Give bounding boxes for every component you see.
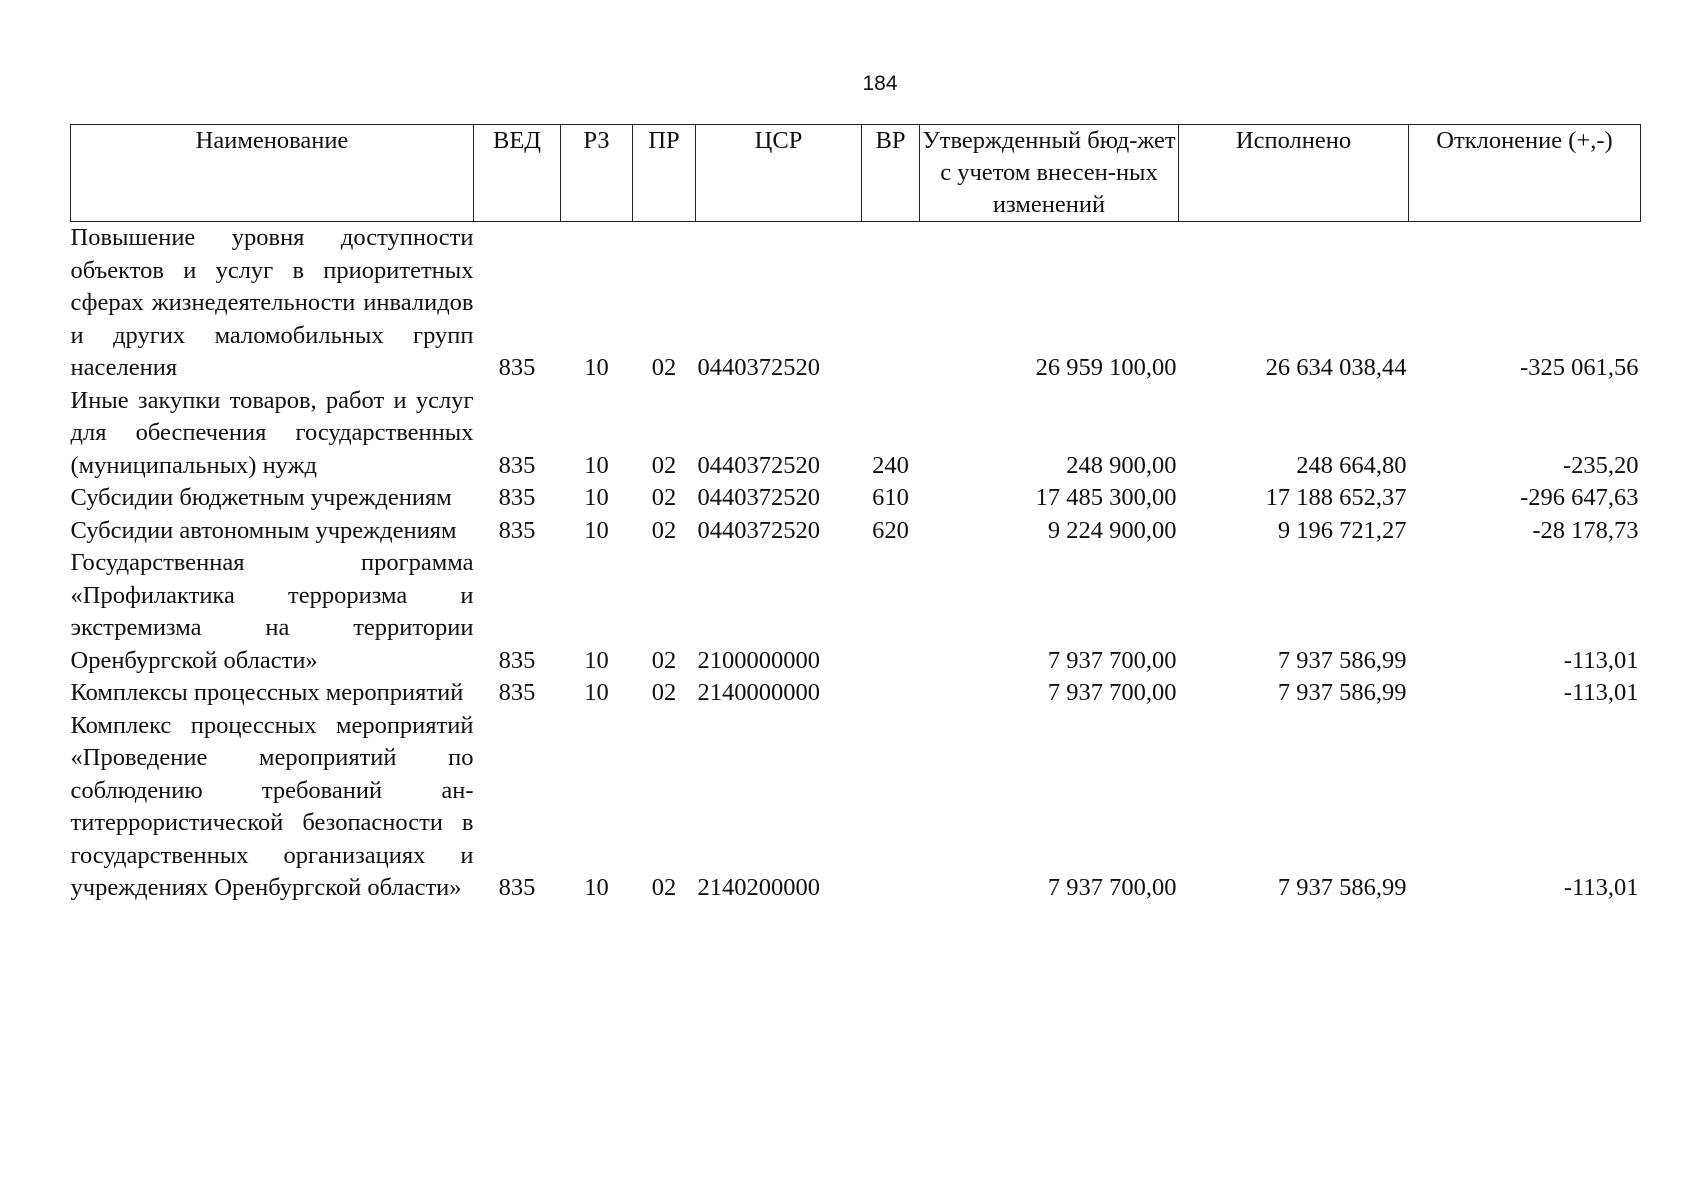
header-deviation: Отклонение (+,-)	[1409, 125, 1641, 222]
row-ved: 835	[498, 679, 536, 706]
table-row	[71, 677, 1641, 710]
header-ved: ВЕД	[474, 125, 561, 222]
row-deviation: -28 178,73	[1532, 516, 1639, 544]
row-ved: 835	[498, 646, 536, 674]
row-pr: 02	[651, 484, 677, 511]
row-csr: 0440372520	[697, 354, 820, 381]
row-csr: 2100000000	[697, 646, 820, 674]
row-rz: 10	[584, 874, 609, 901]
row-csr: 0440372520	[697, 484, 820, 511]
row-budget: 7 937 700,00	[1047, 874, 1177, 901]
table-row	[71, 385, 1641, 483]
row-ved: 835	[498, 516, 536, 544]
table-row	[71, 515, 1641, 548]
header-vr: ВР	[862, 125, 920, 222]
row-csr: 0440372520	[697, 516, 820, 544]
header-rz: РЗ	[561, 125, 633, 222]
row-pr: 02	[651, 354, 677, 381]
row-executed: 9 196 721,27	[1277, 516, 1407, 544]
row-deviation: -113,01	[1563, 679, 1639, 706]
row-vr	[862, 222, 920, 385]
row-name: Повышение уровня доступности объектов и услуг в приоритетных сферах жизнедеятельности инвалидов и других маломобильных групп населения	[70, 224, 474, 381]
row-csr: 0440372520	[697, 451, 820, 479]
row-deviation: -325 061,56	[1520, 354, 1639, 381]
row-rz: 10	[584, 646, 609, 674]
header-executed: Исполнено	[1179, 125, 1409, 222]
row-executed: 7 937 586,99	[1277, 646, 1407, 674]
row-name: Государственная программа «Профилактика терроризма и экстремизма на территории Оренбургской области»	[70, 549, 474, 674]
row-name: Субсидии бюджетным учреждениям	[70, 484, 452, 511]
row-rz: 10	[584, 354, 609, 381]
row-budget: 26 959 100,00	[1035, 354, 1177, 381]
table-header-row	[71, 125, 1641, 222]
row-executed: 7 937 586,99	[1277, 679, 1407, 706]
row-pr: 02	[651, 679, 677, 706]
row-executed: 17 188 652,37	[1265, 484, 1407, 511]
header-pr: ПР	[633, 125, 696, 222]
row-pr: 02	[651, 874, 677, 901]
row-budget: 7 937 700,00	[1047, 646, 1177, 674]
row-name: Комплекс процессных мероприятий «Проведение мероприятий по соблюдению требований антитеррористической безопасности в государственных организациях и учреждениях Оренбургской области»	[70, 711, 474, 901]
header-csr: ЦСР	[696, 125, 862, 222]
row-vr	[862, 710, 920, 905]
row-budget: 9 224 900,00	[1047, 516, 1177, 544]
row-vr: 240	[872, 451, 909, 479]
table-row	[71, 547, 1641, 677]
row-deviation: -296 647,63	[1520, 484, 1639, 511]
row-rz: 10	[584, 484, 609, 511]
row-deviation: -235,20	[1562, 451, 1639, 479]
row-vr: 610	[872, 484, 909, 511]
row-ved: 835	[498, 354, 536, 381]
row-name: Иные закупки товаров, работ и услуг для обеспечения государственных (муниципальных) нужд	[70, 386, 474, 479]
row-ved: 835	[498, 451, 536, 479]
table-row	[71, 222, 1641, 385]
row-vr	[862, 547, 920, 677]
row-rz: 10	[584, 679, 609, 706]
row-budget: 7 937 700,00	[1047, 679, 1177, 706]
row-vr: 620	[872, 516, 909, 544]
row-csr: 2140200000	[697, 874, 820, 901]
header-budget: Утвержденный бюд-жет с учетом внесен-ных изменений	[920, 125, 1179, 222]
budget-table	[70, 124, 1641, 905]
row-budget: 17 485 300,00	[1035, 484, 1177, 511]
row-rz: 10	[584, 451, 609, 479]
row-executed: 248 664,80	[1296, 451, 1407, 479]
row-ved: 835	[498, 484, 536, 511]
row-name: Субсидии автономным учреждениям	[70, 516, 457, 544]
header-name: Наименование	[71, 125, 474, 222]
row-executed: 26 634 038,44	[1265, 354, 1407, 381]
row-pr: 02	[651, 516, 677, 544]
table-row	[71, 482, 1641, 515]
table-row	[71, 710, 1641, 905]
row-deviation: -113,01	[1563, 874, 1639, 901]
row-pr: 02	[651, 451, 677, 479]
row-vr	[862, 677, 920, 710]
table-body	[71, 222, 1641, 905]
row-rz: 10	[584, 516, 609, 544]
row-pr: 02	[651, 646, 677, 674]
row-name: Комплексы процессных мероприятий	[70, 679, 464, 706]
row-executed: 7 937 586,99	[1277, 874, 1407, 901]
row-deviation: -113,01	[1563, 646, 1639, 674]
row-ved: 835	[498, 874, 536, 901]
page-number: 184	[862, 72, 898, 95]
row-budget: 248 900,00	[1066, 451, 1177, 479]
row-csr: 2140000000	[697, 679, 820, 706]
